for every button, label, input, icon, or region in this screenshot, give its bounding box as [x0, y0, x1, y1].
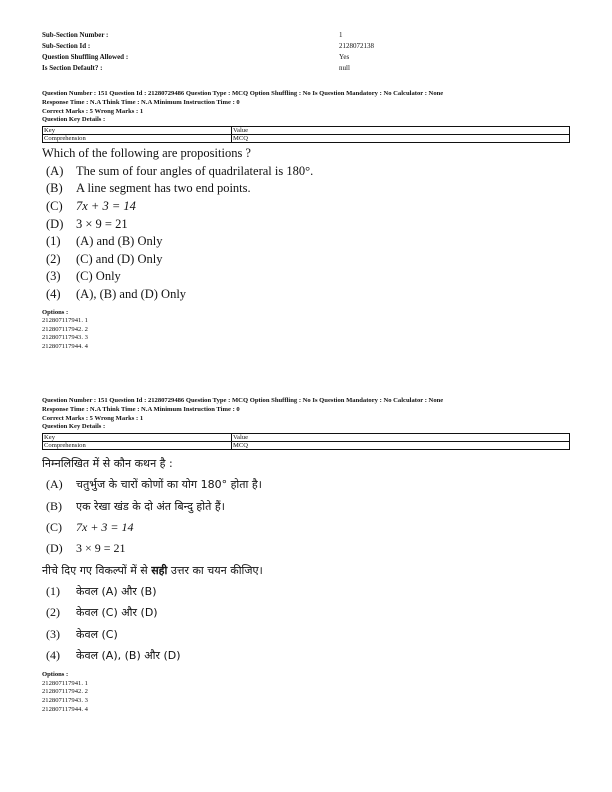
- statement-label: (B): [46, 181, 63, 196]
- statement-text: A line segment has two end points.: [76, 181, 251, 196]
- question-header-line2: Response Time : N.A Think Time : N.A Minimum Instruction Time : 0: [42, 98, 240, 106]
- statement-text: 7x + 3 = 14: [76, 520, 134, 535]
- meta-key: Is Section Default? :: [42, 64, 103, 72]
- choice-label: (1): [46, 583, 60, 598]
- value-cell: MCQ: [232, 135, 570, 143]
- meta-key: Sub-Section Id :: [42, 42, 91, 50]
- question-stem: Which of the following are propositions ?: [42, 146, 251, 161]
- key-details-label: Question Key Details :: [42, 423, 106, 431]
- statement-label: (C): [46, 198, 63, 213]
- question-header: [42, 90, 570, 125]
- choice-label: (3): [46, 269, 61, 284]
- statement-label: (B): [46, 498, 62, 513]
- value-header: Value: [232, 127, 570, 135]
- choice-label: (4): [46, 647, 60, 662]
- choice-text: केवल (C): [76, 627, 118, 641]
- options-list: [42, 309, 570, 352]
- choice-item: [42, 268, 570, 286]
- option-id: 212807117942. 2: [42, 325, 88, 333]
- question-text: [42, 145, 570, 303]
- option-id: 212807117944. 4: [42, 705, 88, 713]
- choice-item: [42, 581, 570, 602]
- choice-label: (4): [46, 286, 61, 301]
- choice-label: (2): [46, 605, 60, 620]
- option-id: 212807117941. 1: [42, 317, 88, 325]
- choice-item: [42, 286, 570, 304]
- choice-text: (C) Only: [76, 269, 121, 284]
- key-details-table: [42, 433, 570, 450]
- instruction-text: [42, 560, 570, 581]
- statement-item: [42, 198, 570, 216]
- statement-label: (A): [46, 477, 63, 492]
- question-stem: निम्नलिखित में से कौन कथन है :: [42, 457, 173, 471]
- meta-value: 1: [339, 31, 343, 39]
- instruction-pre: नीचे दिए गए विकल्पों में से: [42, 563, 152, 577]
- key-details-table: [42, 126, 570, 143]
- key-cell: Comprehension: [43, 135, 232, 143]
- choice-text: (C) and (D) Only: [76, 251, 163, 266]
- option-id: 212807117944. 4: [42, 342, 88, 350]
- statement-label: (D): [46, 541, 63, 556]
- instruction-emphasis: सही: [151, 563, 168, 577]
- choice-text: (A) and (B) Only: [76, 234, 163, 249]
- question-marks: Correct Marks : 5 Wrong Marks : 1: [42, 107, 144, 115]
- statement-item: [42, 474, 570, 495]
- choice-item: [42, 624, 570, 645]
- meta-value: null: [339, 64, 350, 72]
- choice-text: केवल (A), (B) और (D): [76, 648, 181, 662]
- key-header: Key: [43, 434, 232, 442]
- statement-item: [42, 538, 570, 559]
- choice-item: [42, 645, 570, 666]
- meta-row: [42, 52, 402, 63]
- statement-item: [42, 163, 570, 181]
- meta-row: [42, 41, 402, 52]
- choice-text: केवल (C) और (D): [76, 606, 158, 620]
- statement-text: 3 × 9 = 21: [76, 216, 128, 231]
- section-metadata: [42, 30, 402, 74]
- choice-text: (A), (B) and (D) Only: [76, 286, 187, 301]
- option-id: 212807117942. 2: [42, 688, 88, 696]
- meta-value: Yes: [339, 53, 350, 61]
- meta-row: [42, 30, 402, 41]
- question-header-line1: Question Number : 151 Question Id : 21280729486 Question Type : MCQ Option Shuffling : No Is Question Mandatory : No Calculator : None: [42, 90, 444, 97]
- choice-label: (3): [46, 626, 60, 641]
- meta-row: [42, 63, 402, 74]
- statement-label: (A): [46, 163, 64, 178]
- option-id: 212807117943. 3: [42, 696, 88, 704]
- choice-text: केवल (A) और (B): [76, 584, 157, 598]
- choice-label: (1): [46, 234, 61, 249]
- meta-key: Question Shuffling Allowed :: [42, 53, 129, 61]
- meta-key: Sub-Section Number :: [42, 31, 109, 39]
- statement-text: 7x + 3 = 14: [76, 198, 136, 213]
- statement-text: The sum of four angles of quadrilateral is 180°.: [76, 163, 314, 178]
- question-block-hindi: [42, 397, 570, 714]
- key-cell: Comprehension: [43, 442, 232, 450]
- choice-label: (2): [46, 251, 61, 266]
- meta-value: 2128072138: [339, 42, 374, 50]
- statement-item: [42, 517, 570, 538]
- choice-item: [42, 233, 570, 251]
- question-header-line2: Response Time : N.A Think Time : N.A Minimum Instruction Time : 0: [42, 405, 240, 413]
- statement-label: (C): [46, 520, 62, 535]
- question-header-line1: Question Number : 151 Question Id : 21280729486 Question Type : MCQ Option Shuffling : No Is Question Mandatory : No Calculator : None: [42, 397, 444, 404]
- options-label: Options :: [42, 308, 69, 316]
- statement-text: एक रेखा खंड के दो अंत बिन्दु होते हैं।: [76, 499, 225, 513]
- key-details-label: Question Key Details :: [42, 116, 106, 124]
- value-cell: MCQ: [232, 442, 570, 450]
- options-list: [42, 671, 570, 714]
- instruction-post: उत्तर का चयन कीजिए।: [167, 563, 263, 577]
- value-header: Value: [232, 434, 570, 442]
- options-label: Options :: [42, 671, 69, 679]
- statement-label: (D): [46, 216, 64, 231]
- question-text: [42, 453, 570, 666]
- question-block-english: [42, 90, 570, 352]
- statement-item: [42, 496, 570, 517]
- statement-item: [42, 180, 570, 198]
- key-header: Key: [43, 127, 232, 135]
- question-header: [42, 397, 570, 432]
- option-id: 212807117941. 1: [42, 679, 88, 687]
- choice-item: [42, 602, 570, 623]
- statement-item: [42, 216, 570, 234]
- option-id: 212807117943. 3: [42, 334, 88, 342]
- choice-item: [42, 251, 570, 269]
- question-marks: Correct Marks : 5 Wrong Marks : 1: [42, 414, 144, 422]
- statement-text: चतुर्भुज के चारों कोणों का योग 180° होता है।: [76, 478, 262, 492]
- statement-text: 3 × 9 = 21: [76, 541, 126, 556]
